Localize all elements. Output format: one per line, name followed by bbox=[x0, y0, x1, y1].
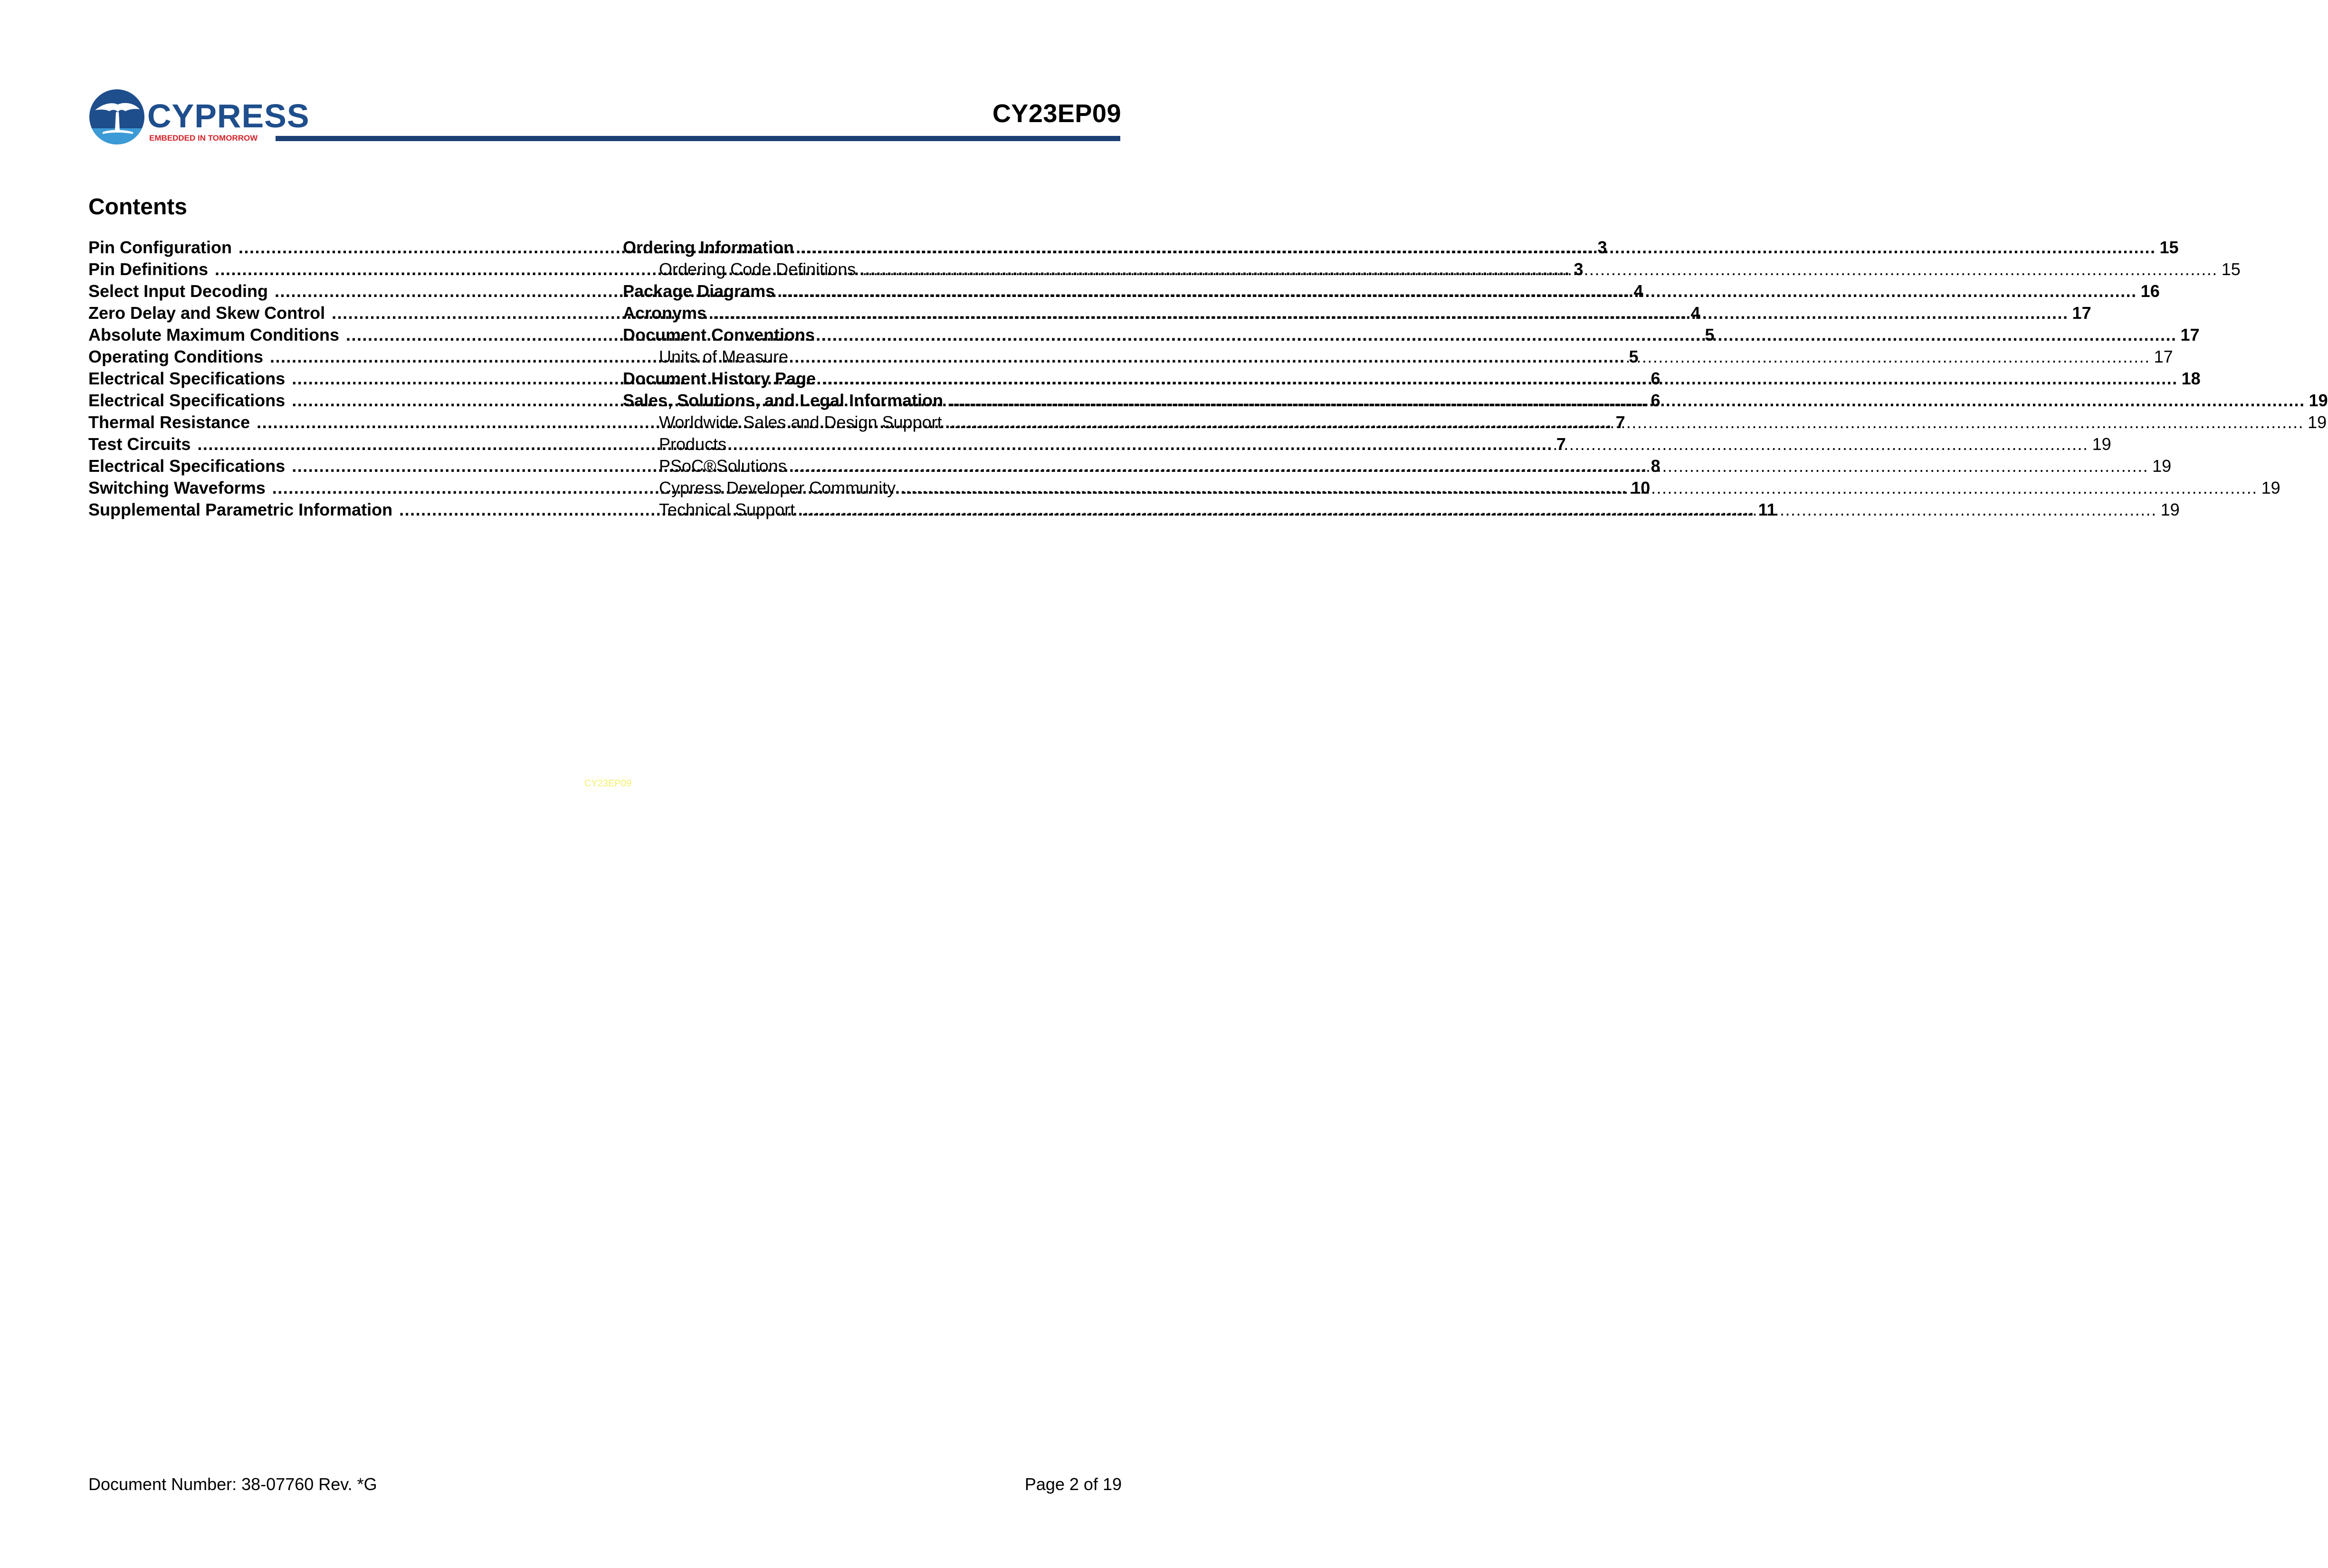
toc-entry-title: Operating Conditions bbox=[88, 347, 263, 366]
toc-entry-page: 8 bbox=[1651, 456, 1660, 476]
toc-entry[interactable] bbox=[623, 280, 2160, 302]
toc-entry-page: 19 bbox=[2308, 412, 2327, 432]
cypress-logo bbox=[88, 88, 310, 145]
toc-entry-page: 19 bbox=[2092, 434, 2111, 454]
toc-leader-dots bbox=[902, 477, 2257, 499]
toc-entry-page: 17 bbox=[2154, 347, 2173, 366]
toc-entry[interactable] bbox=[623, 433, 2111, 455]
toc-entry-page: 3 bbox=[1574, 259, 1584, 279]
toc-leader-dots bbox=[822, 368, 2177, 390]
toc-entry-title: Cypress Developer Community bbox=[659, 478, 896, 497]
toc-entry-title: Thermal Resistance bbox=[88, 412, 250, 432]
toc-entry-title: Pin Configuration bbox=[88, 238, 232, 257]
toc-entry[interactable] bbox=[623, 455, 2172, 477]
toc-leader-dots bbox=[713, 302, 2068, 324]
toc-entry-title: Units of Measure bbox=[659, 347, 789, 366]
footer-page-indicator: Page 2 of 19 bbox=[1024, 1474, 1122, 1494]
toc-leader-dots bbox=[793, 455, 2148, 477]
toc-entry-page: 19 bbox=[2309, 391, 2328, 410]
toc-leader-dots bbox=[801, 499, 2156, 521]
toc-entry-title: Worldwide Sales and Design Support bbox=[659, 412, 942, 432]
toc-entry-title: Zero Delay and Skew Control bbox=[88, 303, 325, 323]
toc-leader-dots bbox=[782, 280, 2137, 302]
toc-entry-page: 7 bbox=[1556, 434, 1566, 454]
toc-entry-page: 19 bbox=[2160, 500, 2180, 519]
toc-entry-page: 15 bbox=[2159, 238, 2179, 257]
toc-entry-page: 15 bbox=[2221, 259, 2241, 279]
toc-entry-page: 11 bbox=[1758, 500, 1776, 519]
toc-entry[interactable] bbox=[623, 324, 2200, 346]
toc-leader-dots bbox=[950, 390, 2305, 411]
toc-entry[interactable] bbox=[623, 346, 2173, 368]
toc-entry-page: 19 bbox=[2152, 456, 2172, 476]
toc-leader-dots bbox=[801, 237, 2156, 258]
toc-entry-title: Test Circuits bbox=[88, 434, 191, 454]
toc-entry-page: 10 bbox=[1631, 478, 1651, 497]
toc-entry-page: 19 bbox=[2261, 478, 2280, 497]
toc-entry-page: 6 bbox=[1651, 391, 1660, 410]
toc-entry-page: 16 bbox=[2140, 281, 2160, 301]
footer-document-number: Document Number: 38-07760 Rev. *G bbox=[88, 1474, 377, 1494]
toc-entry-title: Package Diagrams bbox=[623, 281, 775, 301]
toc-leader-dots bbox=[795, 346, 2150, 368]
toc-entry-title: Absolute Maximum Conditions bbox=[88, 325, 340, 344]
toc-entry-title: Document History Page bbox=[623, 369, 816, 388]
toc-entry[interactable] bbox=[623, 302, 2091, 324]
toc-entry-title: Sales, Solutions, and Legal Information bbox=[623, 391, 944, 410]
toc-entry-title: Select Input Decoding bbox=[88, 281, 268, 301]
toc-entry-title: Pin Definitions bbox=[88, 259, 208, 279]
toc-entry-page: 18 bbox=[2181, 369, 2201, 388]
toc-entry-page: 17 bbox=[2180, 325, 2200, 344]
toc-entry-title: Ordering Code Definitions bbox=[659, 259, 856, 279]
toc-entry-title: Electrical Specifications bbox=[88, 391, 286, 410]
cypress-logo-graphic bbox=[88, 88, 310, 145]
toc-entry-title: Products bbox=[659, 434, 727, 454]
toc-entry-title: Supplemental Parametric Information bbox=[88, 500, 393, 519]
toc-entry-page: 4 bbox=[1690, 303, 1700, 323]
toc-entry-title: Document Conventions bbox=[623, 325, 815, 344]
toc-entry-title: Switching Waveforms bbox=[88, 478, 266, 497]
toc-entry-page: 6 bbox=[1651, 369, 1660, 388]
toc-entry[interactable] bbox=[623, 368, 2201, 390]
toc-entry-title: Electrical Specifications bbox=[88, 369, 286, 388]
toc-entry-title: Technical Support bbox=[659, 500, 795, 519]
toc-entry-page: 3 bbox=[1597, 238, 1607, 257]
svg-text:CYPRESS: CYPRESS bbox=[147, 97, 310, 134]
toc-entry-page: 5 bbox=[1629, 347, 1639, 366]
svg-text:EMBEDDED IN TOMORROW: EMBEDDED IN TOMORROW bbox=[149, 134, 258, 143]
document-title: CY23EP09 bbox=[992, 99, 1121, 128]
contents-heading: Contents bbox=[88, 194, 187, 220]
toc-leader-dots bbox=[949, 411, 2304, 433]
toc-leader-dots bbox=[733, 433, 2088, 455]
toc-entry-page: 7 bbox=[1615, 412, 1625, 432]
toc-entry-title: Electrical Specifications bbox=[88, 456, 286, 476]
toc-entry-title: Acronyms bbox=[623, 303, 707, 323]
toc-leader-dots bbox=[862, 258, 2217, 280]
toc-entry[interactable] bbox=[623, 390, 2328, 411]
toc-entry[interactable] bbox=[623, 237, 2179, 258]
toc-entry-page: 4 bbox=[1633, 281, 1643, 301]
toc-entry-page: 17 bbox=[2072, 303, 2091, 323]
header-rule bbox=[276, 136, 1120, 141]
watermark: CY23EP09 bbox=[584, 778, 631, 789]
toc-leader-dots bbox=[821, 324, 2176, 346]
toc-entry-title: Ordering Information bbox=[623, 238, 794, 257]
toc-entry[interactable] bbox=[623, 258, 2241, 280]
toc-entry[interactable] bbox=[623, 411, 2327, 433]
toc-entry-page: 5 bbox=[1705, 325, 1715, 344]
toc-entry-title: PSoC®Solutions bbox=[659, 456, 787, 476]
